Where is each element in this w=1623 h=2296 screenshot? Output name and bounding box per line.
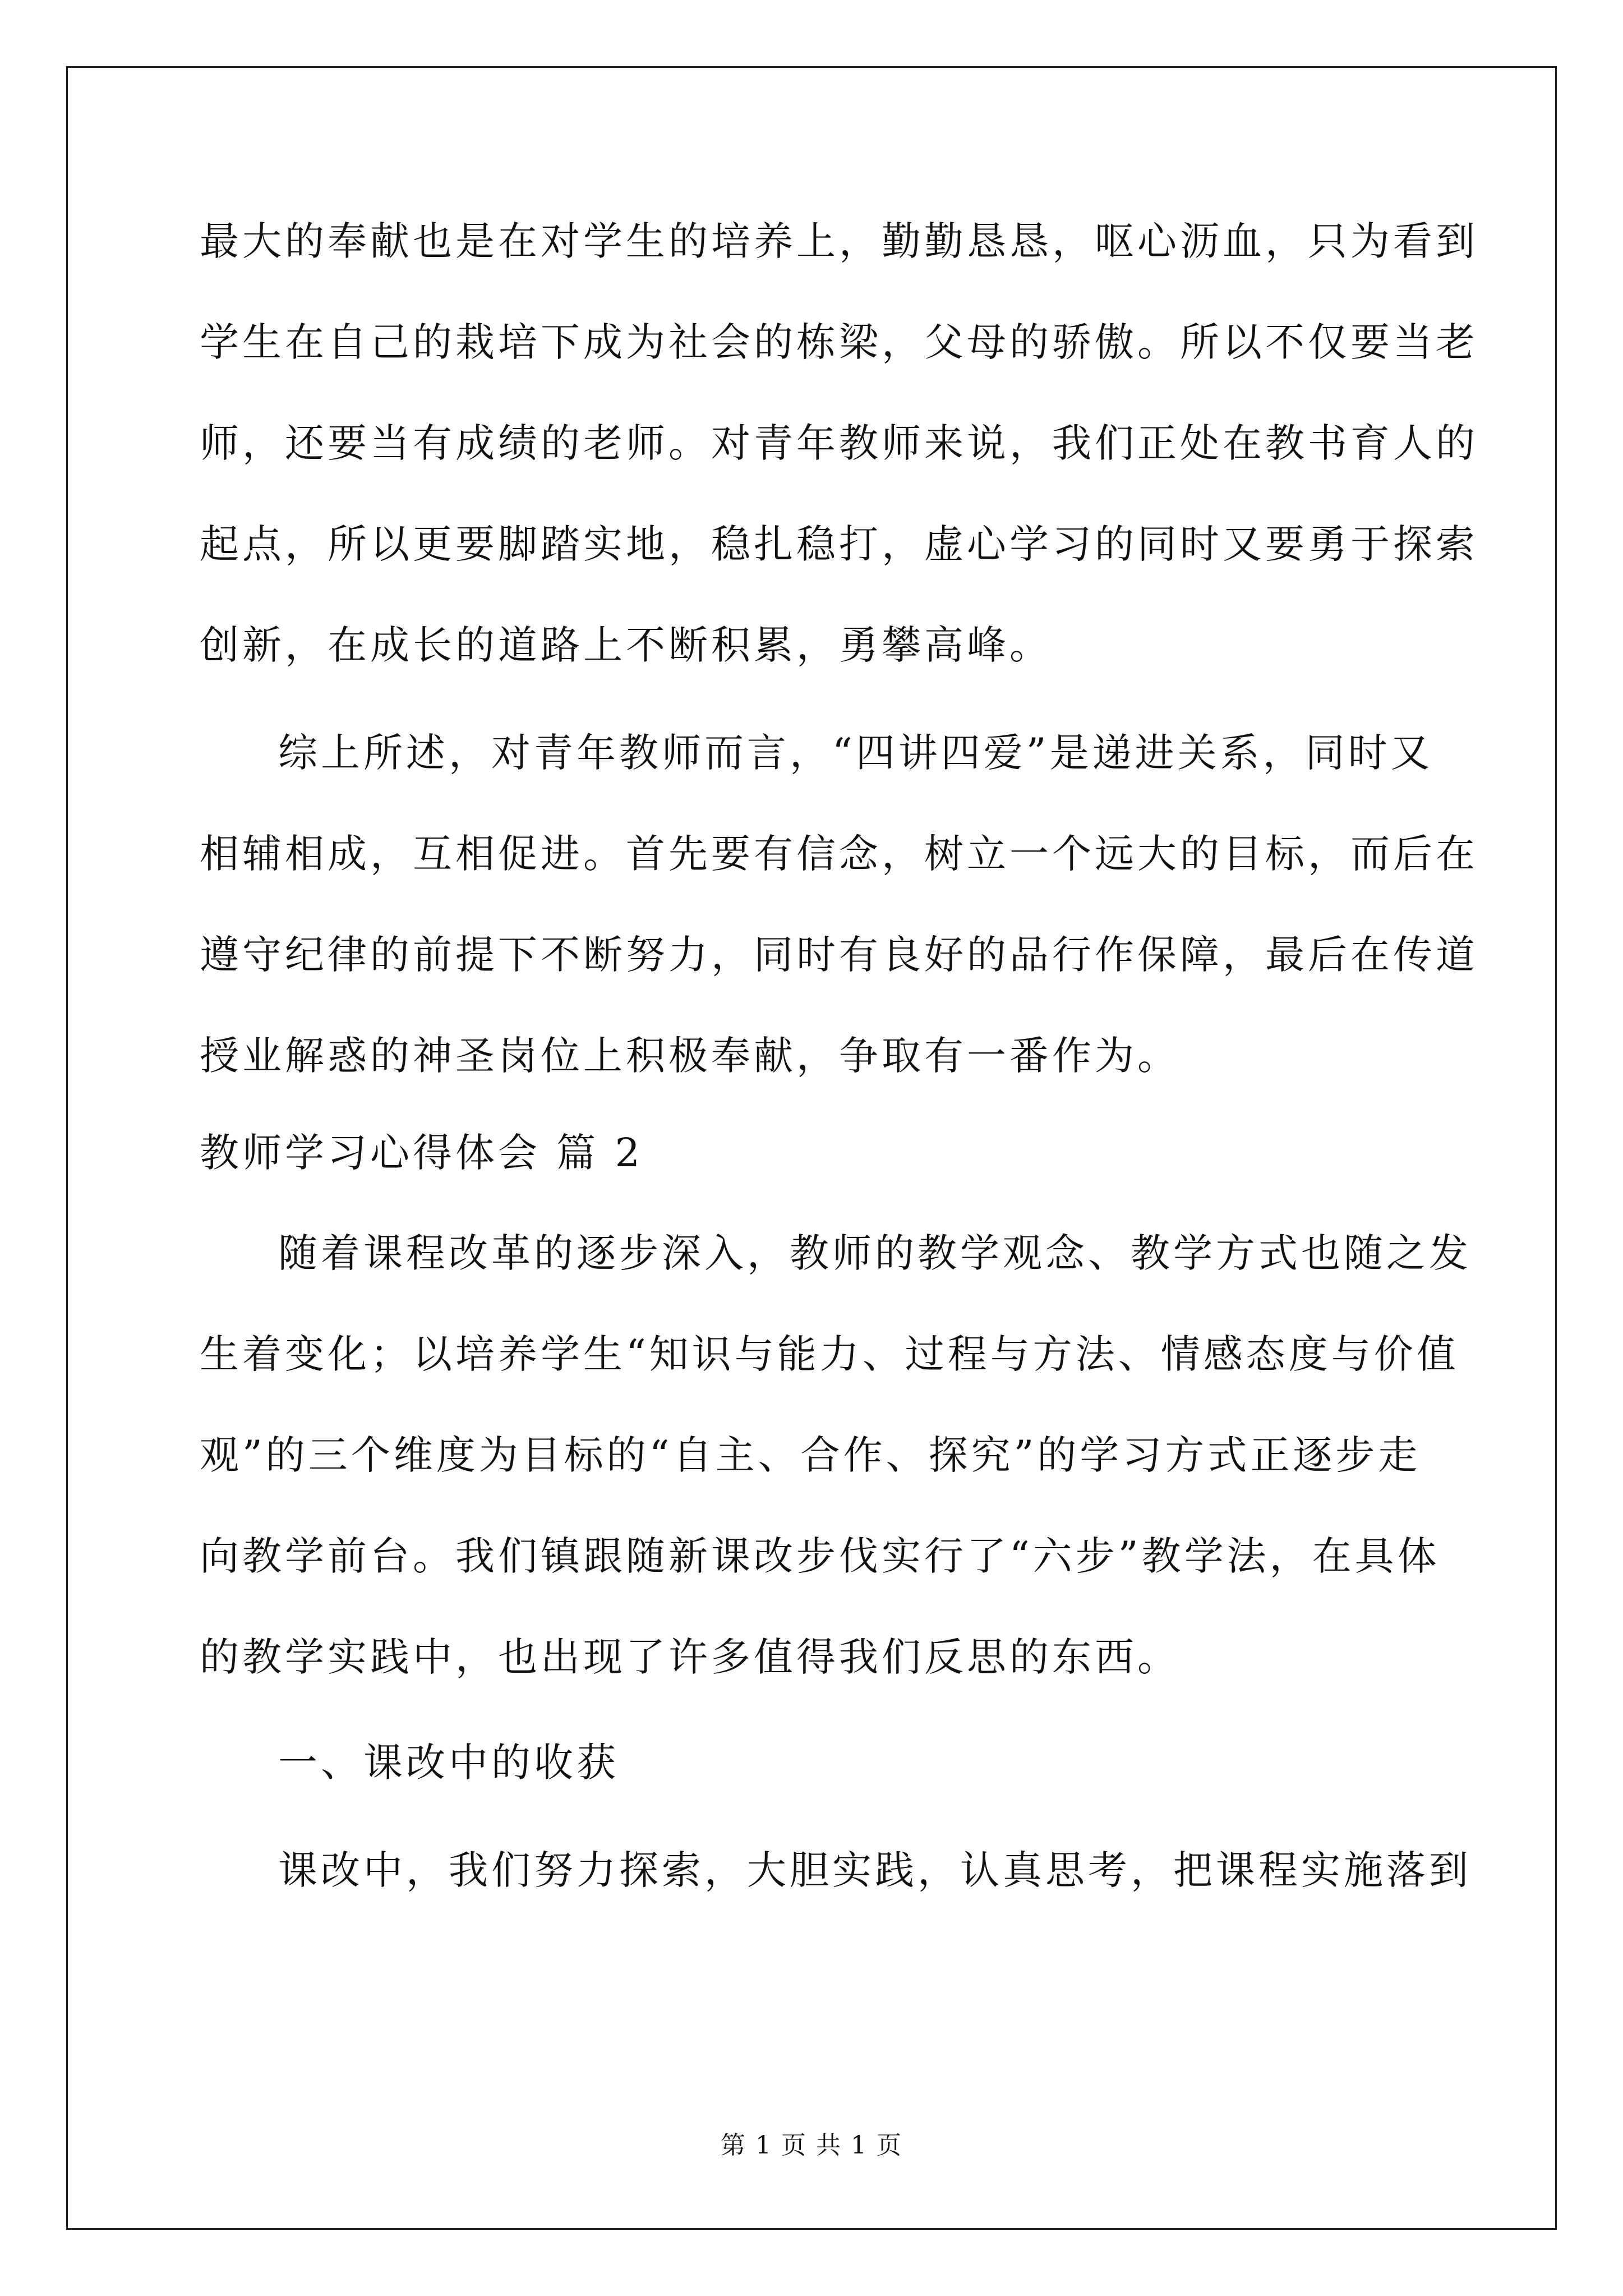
paragraph-first-line: 综上所述，对青年教师而言，“四讲四爱”是递进关系，同时又 <box>278 730 1433 776</box>
text-line: 学生在自己的栽培下成为社会的栋梁，父母的骄傲。所以不仅要当老 <box>200 319 1478 365</box>
text-line: 授业解惑的神圣岗位上积极奉献，争取有一番作为。 <box>200 1033 1180 1079</box>
paragraph-first-line: 课改中，我们努力探索，大胆实践，认真思考，把课程实施落到 <box>278 1847 1472 1893</box>
paragraph-first-line: 随着课程改革的逐步深入，教师的教学观念、教学方式也随之发 <box>278 1230 1472 1276</box>
text-line: 起点，所以更要脚踏实地，稳扎稳打，虚心学习的同时又要勇于探索 <box>200 521 1478 567</box>
text-line: 遵守纪律的前提下不断努力，同时有良好的品行作保障，最后在传道 <box>200 932 1478 978</box>
text-line: 师，还要当有成绩的老师。对青年教师来说，我们正处在教书育人的 <box>200 420 1478 466</box>
page-footer: 第 1 页 共 1 页 <box>721 2131 902 2160</box>
section-heading: 教师学习心得体会 篇 2 <box>200 1130 644 1176</box>
text-line: 相辅相成，互相促进。首先要有信念，树立一个远大的目标，而后在 <box>200 831 1478 877</box>
text-line: 生着变化；以培养学生“知识与能力、过程与方法、情感态度与价值 <box>200 1331 1459 1377</box>
text-line: 最大的奉献也是在对学生的培养上，勤勤恳恳，呕心沥血，只为看到 <box>200 218 1478 264</box>
text-line: 观”的三个维度为目标的“自主、合作、探究”的学习方式正逐步走 <box>200 1432 1421 1478</box>
text-line: 的教学实践中，也出现了许多值得我们反思的东西。 <box>200 1634 1180 1680</box>
text-line: 创新，在成长的道路上不断积累，勇攀高峰。 <box>200 622 1052 668</box>
subheading: 一、课改中的收获 <box>278 1740 619 1786</box>
text-line: 向教学前台。我们镇跟随新课改步伐实行了“六步”教学法，在具体 <box>200 1533 1440 1579</box>
